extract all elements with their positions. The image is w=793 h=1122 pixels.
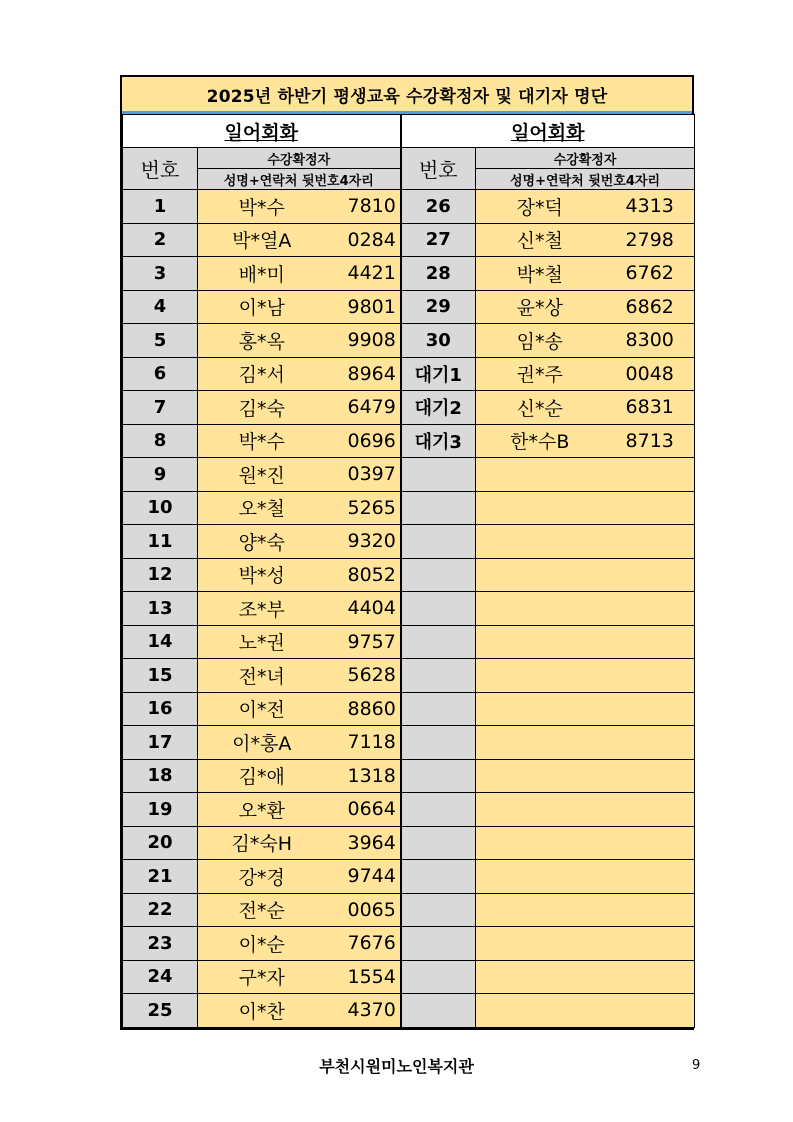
table-row [123,659,695,693]
table-row [123,491,695,525]
right-row-name [476,893,604,927]
left-row-name: 구*자 [198,960,326,994]
table-row [123,391,695,425]
right-row-name [476,558,604,592]
left-row-name: 박*수 [198,190,326,224]
right-row-phone-digits [604,960,695,994]
right-row-name [476,960,604,994]
left-row-number: 16 [123,692,198,726]
right-confirmed-header: 수강확정자 [476,148,695,169]
table-row [123,223,695,257]
left-row-name: 홍*옥 [198,324,326,358]
right-row-name [476,994,604,1028]
left-row-number: 22 [123,893,198,927]
right-name-contact-header: 성명+연락처 뒷번호4자리 [476,169,695,190]
right-row-phone-digits [604,558,695,592]
left-row-number: 21 [123,860,198,894]
left-row-number: 14 [123,625,198,659]
left-row-phone-digits: 9801 [326,290,401,324]
table-row [123,793,695,827]
right-row-phone-digits: 6831 [604,391,695,425]
left-row-phone-digits: 8860 [326,692,401,726]
table-row [123,692,695,726]
left-row-phone-digits: 9908 [326,324,401,358]
right-row-name [476,860,604,894]
left-row-name: 오*철 [198,491,326,525]
left-row-number: 15 [123,659,198,693]
left-course-name: 일어회화 [123,115,401,148]
right-row-name [476,826,604,860]
left-row-name: 이*남 [198,290,326,324]
left-row-phone-digits: 5265 [326,491,401,525]
left-row-number: 17 [123,726,198,760]
right-row-number [401,826,476,860]
table-row [123,960,695,994]
right-row-number [401,759,476,793]
roster-table [122,114,695,1028]
left-row-phone-digits: 7118 [326,726,401,760]
right-row-number [401,726,476,760]
left-row-phone-digits: 1554 [326,960,401,994]
left-row-number: 25 [123,994,198,1028]
right-row-phone-digits [604,826,695,860]
right-row-number: 27 [401,223,476,257]
right-row-name [476,525,604,559]
table-row [123,927,695,961]
table-row [123,759,695,793]
left-row-phone-digits: 0696 [326,424,401,458]
left-row-number: 8 [123,424,198,458]
right-row-number: 29 [401,290,476,324]
left-row-name: 김*애 [198,759,326,793]
left-row-name: 박*성 [198,558,326,592]
right-row-name [476,927,604,961]
right-row-number [401,994,476,1028]
right-row-number [401,625,476,659]
right-row-phone-digits [604,726,695,760]
right-row-name [476,659,604,693]
right-row-number: 대기3 [401,424,476,458]
table-row [123,625,695,659]
table-row [123,424,695,458]
right-row-number [401,491,476,525]
left-row-number: 13 [123,592,198,626]
left-row-name: 전*순 [198,893,326,927]
left-number-header: 번호 [123,148,198,190]
right-row-number [401,592,476,626]
table-row [123,257,695,291]
left-row-phone-digits: 0397 [326,458,401,492]
right-number-header: 번호 [401,148,476,190]
document-title: 2025년 하반기 평생교육 수강확정자 및 대기자 명단 [122,77,692,114]
left-row-number: 9 [123,458,198,492]
page-number: 9 [692,1058,701,1073]
table-row [123,190,695,224]
left-row-number: 20 [123,826,198,860]
right-row-name: 권*주 [476,357,604,391]
right-row-number [401,960,476,994]
right-row-name [476,625,604,659]
left-row-phone-digits: 0284 [326,223,401,257]
left-row-phone-digits: 8964 [326,357,401,391]
table-row [123,290,695,324]
right-row-number [401,860,476,894]
left-row-name: 원*진 [198,458,326,492]
left-row-phone-digits: 4404 [326,592,401,626]
right-row-number: 30 [401,324,476,358]
left-row-name: 이*찬 [198,994,326,1028]
right-row-phone-digits [604,893,695,927]
left-row-phone-digits: 3964 [326,826,401,860]
left-row-number: 24 [123,960,198,994]
right-row-name: 한*수B [476,424,604,458]
table-row [123,558,695,592]
left-row-number: 3 [123,257,198,291]
right-row-phone-digits [604,860,695,894]
right-row-phone-digits [604,625,695,659]
right-row-number: 26 [401,190,476,224]
right-row-number [401,927,476,961]
table-row [123,826,695,860]
left-row-number: 6 [123,357,198,391]
right-row-phone-digits: 8300 [604,324,695,358]
table-row [123,357,695,391]
table-row [123,592,695,626]
right-row-phone-digits [604,525,695,559]
right-row-phone-digits [604,592,695,626]
left-row-phone-digits: 1318 [326,759,401,793]
left-row-phone-digits: 5628 [326,659,401,693]
table-row [123,525,695,559]
table-row [123,458,695,492]
right-row-number [401,458,476,492]
right-row-name: 신*철 [476,223,604,257]
left-row-name: 양*숙 [198,525,326,559]
right-row-name: 신*순 [476,391,604,425]
left-row-number: 11 [123,525,198,559]
left-row-phone-digits: 4421 [326,257,401,291]
right-row-name [476,793,604,827]
right-row-name: 박*철 [476,257,604,291]
left-row-phone-digits: 4370 [326,994,401,1028]
right-row-number [401,893,476,927]
left-row-number: 1 [123,190,198,224]
left-row-phone-digits: 8052 [326,558,401,592]
left-row-name: 박*수 [198,424,326,458]
right-row-phone-digits: 0048 [604,357,695,391]
left-row-phone-digits: 9757 [326,625,401,659]
table-row [123,893,695,927]
left-row-name: 이*순 [198,927,326,961]
left-row-number: 12 [123,558,198,592]
right-row-phone-digits [604,692,695,726]
left-row-number: 7 [123,391,198,425]
left-row-name: 김*숙 [198,391,326,425]
left-row-number: 5 [123,324,198,358]
organization-footer: 부천시원미노인복지관 [319,1057,474,1076]
right-row-phone-digits: 2798 [604,223,695,257]
roster-sheet [120,75,694,1030]
table-row [123,860,695,894]
left-row-name: 노*권 [198,625,326,659]
right-row-name: 임*송 [476,324,604,358]
right-row-phone-digits [604,927,695,961]
left-row-phone-digits: 9744 [326,860,401,894]
left-row-name: 이*전 [198,692,326,726]
left-row-name: 오*환 [198,793,326,827]
left-row-number: 23 [123,927,198,961]
left-confirmed-header: 수강확정자 [198,148,401,169]
right-row-name [476,592,604,626]
left-row-phone-digits: 7810 [326,190,401,224]
left-row-number: 18 [123,759,198,793]
left-row-phone-digits: 6479 [326,391,401,425]
table-row [123,324,695,358]
left-row-phone-digits: 0065 [326,893,401,927]
left-row-name: 배*미 [198,257,326,291]
right-row-number [401,659,476,693]
right-row-name: 장*덕 [476,190,604,224]
left-row-name: 김*서 [198,357,326,391]
right-row-phone-digits [604,793,695,827]
right-row-phone-digits: 6862 [604,290,695,324]
left-row-name: 김*숙H [198,826,326,860]
right-row-phone-digits [604,759,695,793]
left-row-name: 강*경 [198,860,326,894]
table-row [123,994,695,1028]
right-row-phone-digits [604,458,695,492]
right-row-name [476,491,604,525]
right-row-phone-digits [604,994,695,1028]
left-row-name: 이*홍A [198,726,326,760]
right-row-phone-digits [604,659,695,693]
left-row-number: 19 [123,793,198,827]
right-row-number [401,525,476,559]
right-row-phone-digits: 6762 [604,257,695,291]
left-row-phone-digits: 0664 [326,793,401,827]
right-row-number [401,692,476,726]
roster-rows [123,190,695,1028]
right-row-number: 대기1 [401,357,476,391]
left-row-phone-digits: 7676 [326,927,401,961]
right-row-name [476,692,604,726]
right-row-name [476,726,604,760]
right-row-name [476,458,604,492]
right-row-number: 28 [401,257,476,291]
left-row-name: 박*열A [198,223,326,257]
left-row-number: 10 [123,491,198,525]
right-row-name: 윤*상 [476,290,604,324]
right-row-phone-digits [604,491,695,525]
right-course-name: 일어회화 [401,115,695,148]
table-row [123,726,695,760]
left-row-name: 전*녀 [198,659,326,693]
left-row-number: 2 [123,223,198,257]
left-name-contact-header: 성명+연락처 뒷번호4자리 [198,169,401,190]
left-row-number: 4 [123,290,198,324]
right-row-number: 대기2 [401,391,476,425]
left-row-phone-digits: 9320 [326,525,401,559]
left-row-name: 조*부 [198,592,326,626]
right-row-number [401,793,476,827]
right-row-name [476,759,604,793]
right-row-phone-digits: 4313 [604,190,695,224]
right-row-phone-digits: 8713 [604,424,695,458]
right-row-number [401,558,476,592]
